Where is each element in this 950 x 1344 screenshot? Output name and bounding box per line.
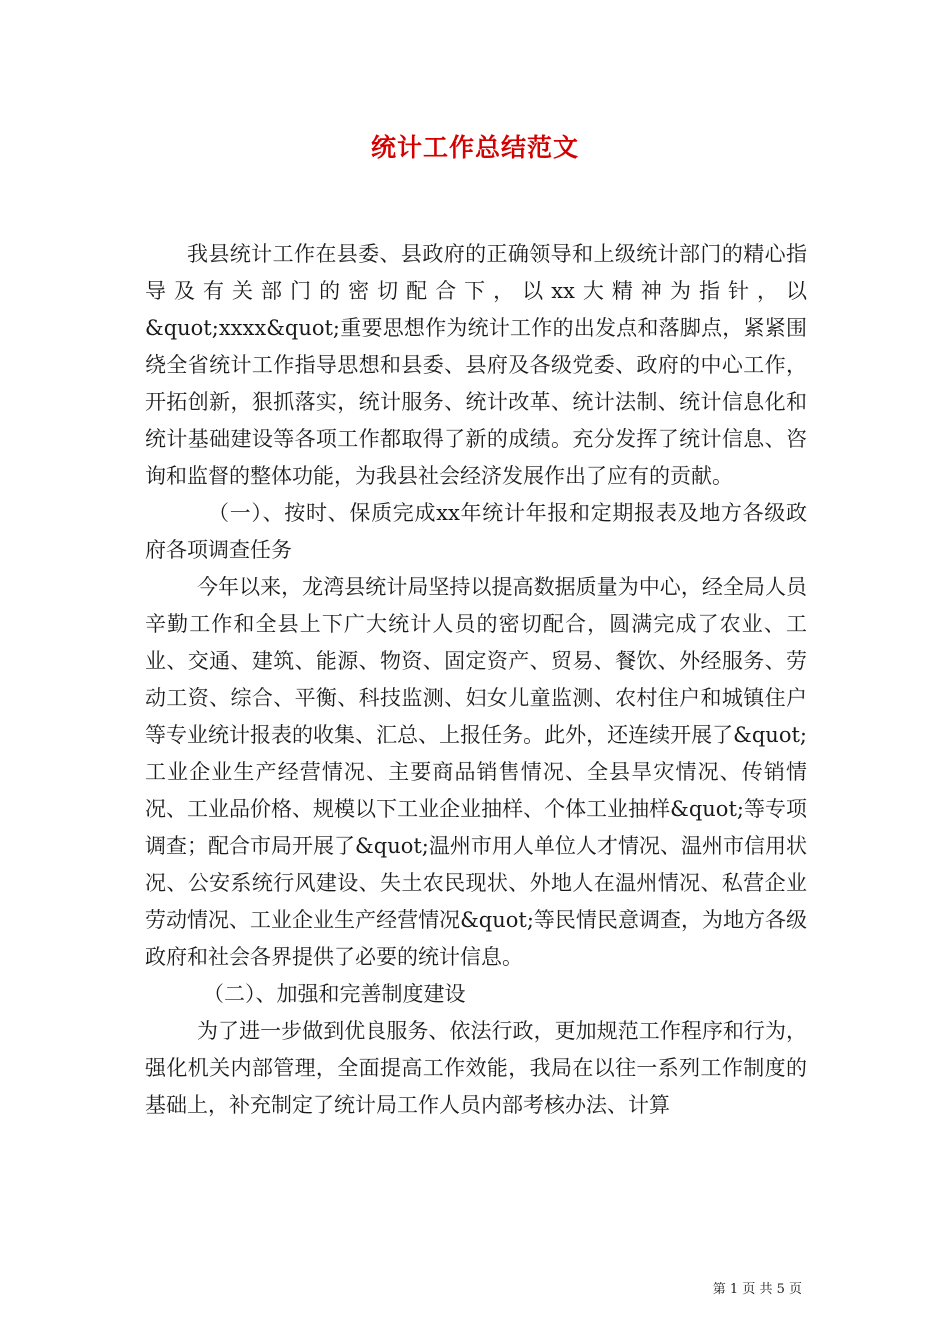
paragraph-section-2: 为了进一步做到优良服务、依法行政，更加规范工作程序和行为，强化机关内部管理，全面提高工作效能，我局在以往一系列工作制度的基础上，补充制定了统计局工作人员内部考核办法、计算: [145, 1019, 807, 1117]
document-body: [145, 236, 807, 1124]
section-heading-2: （二）、加强和完善制度建设: [203, 982, 466, 1006]
page-number: 第 1 页 共 5 页: [712, 1282, 802, 1297]
paragraph-section-1: 今年以来，龙湾县统计局坚持以提高数据质量为中心，经全局人员辛勤工作和全县上下广大统计人员的密切配合，圆满完成了农业、工业、交通、建筑、能源、物资、固定资产、贸易、餐饮、外经服务、劳动工资、综合、平衡、科技监测、妇女儿童监测、农村住户和城镇住户等专业统计报表的收集、汇总、上报任务。此外，还连续开展了&quot;工业企业生产经营情况、主要商品销售情况、全县旱灾情况、传销情况、工业品价格、规模以下工业企业抽样、个体工业抽样&quot;等专项调查；配合市局开展了&quot;温州市用人单位人才情况、温州市信用状况、公安系统行风建设、失土农民现状、外地人在温州情况、私营企业劳动情况、工业企业生产经营情况&quot;等民情民意调查，为地方各级政府和社会各界提供了必要的统计信息。: [145, 575, 807, 969]
page-title: 统计工作总结范文: [370, 133, 579, 162]
paragraph-intro: 我县统计工作在县委、县政府的正确领导和上级统计部门的精心指导及有关部门的密切配合下，以xx大精神为指针，以&quot;xxxx&quot;重要思想作为统计工作的出发点和落脚点，紧紧围绕全省统计工作指导思想和县委、县府及各级党委、政府的中心工作，开拓创新，狠抓落实，统计服务、统计改革、统计法制、统计信息化和统计基础建设等各项工作都取得了新的成绩。充分发挥了统计信息、咨询和监督的整体功能，为我县社会经济发展作出了应有的贡献。: [145, 242, 807, 488]
section-heading-1: （一）、按时、保质完成xx年统计年报和定期报表及地方各级政府各项调查任务: [145, 501, 807, 562]
